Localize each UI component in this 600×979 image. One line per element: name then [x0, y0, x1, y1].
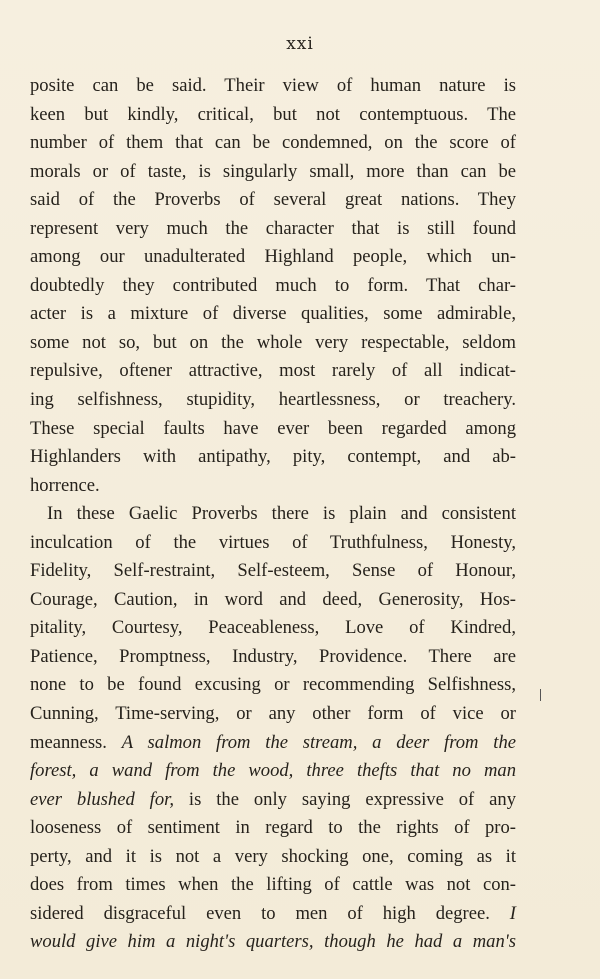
text-line: represent very much the character that is still found — [30, 217, 516, 239]
text-line: keen but kindly, critical, but not contemptuous. The — [30, 103, 516, 125]
text-line: Cunning, Time-serving, or any other form of vice or — [30, 703, 516, 725]
text-line: Highlanders with antipathy, pity, contempt, and ab- — [30, 446, 516, 468]
text-line — [30, 900, 516, 929]
text-line: said of the Proverbs of several great nations. They — [30, 189, 516, 211]
italic-proverb: forest, a wand from the wood, three thefts that no man — [30, 760, 516, 782]
text-line: inculcation of the virtues of Truthfulness, Honesty, — [30, 531, 516, 553]
text-line: repulsive, oftener attractive, most rarely of all indicat- — [30, 360, 516, 382]
text-line: Fidelity, Self-restraint, Self-esteem, Sense of Honour, — [30, 560, 516, 582]
body-text — [30, 72, 516, 957]
text-line: morals or of taste, is singularly small, more than can be — [30, 160, 516, 182]
text-line: perty, and it is not a very shocking one, coming as it — [30, 845, 516, 867]
text-line: among our unadulterated Highland people, which un- — [30, 246, 516, 268]
page-number: xxi — [286, 34, 314, 54]
text-line: does from times when the lifting of cattle was not con- — [30, 874, 516, 896]
text-line — [30, 786, 516, 815]
italic-proverb: ever blushed for, — [30, 788, 174, 810]
text-line: number of them that can be condemned, on the score of — [30, 132, 516, 154]
text-line — [30, 729, 516, 758]
text-line: posite can be said. Their view of human nature is — [30, 75, 516, 96]
text-line: some not so, but on the whole very respectable, seldom — [30, 331, 516, 353]
margin-mark — [540, 689, 541, 701]
text-line: pitality, Courtesy, Peaceableness, Love of Kindred, — [30, 617, 516, 639]
text-line: acter is a mixture of diverse qualities, some admirable, — [30, 303, 516, 325]
text-line: horrence. — [30, 474, 100, 496]
text-run: is the only saying expressive of any — [188, 788, 517, 810]
text-line: doubtedly they contributed much to form. That char- — [30, 274, 516, 296]
text-line: In these Gaelic Proverbs there is plain and consistent — [47, 503, 516, 525]
text-run: meanness. — [30, 731, 107, 753]
italic-proverb: I — [509, 902, 516, 924]
text-line: Patience, Promptness, Industry, Providence. There are — [30, 645, 516, 667]
text-line: none to be found excusing or recommending Selfishness, — [30, 674, 516, 696]
text-line: ing selfishness, stupidity, heartlessness, or treachery. — [30, 389, 516, 411]
text-line: Courage, Caution, in word and deed, Generosity, Hos- — [30, 588, 516, 610]
text-line: looseness of sentiment in regard to the rights of pro- — [30, 817, 516, 839]
text-run: sidered disgraceful even to men of high degree. — [30, 902, 490, 924]
italic-proverb: would give him a night's quarters, though he had a man's — [30, 931, 516, 953]
text-line: These special faults have ever been regarded among — [30, 417, 516, 439]
italic-proverb: A salmon from the stream, a deer from the — [121, 731, 516, 753]
